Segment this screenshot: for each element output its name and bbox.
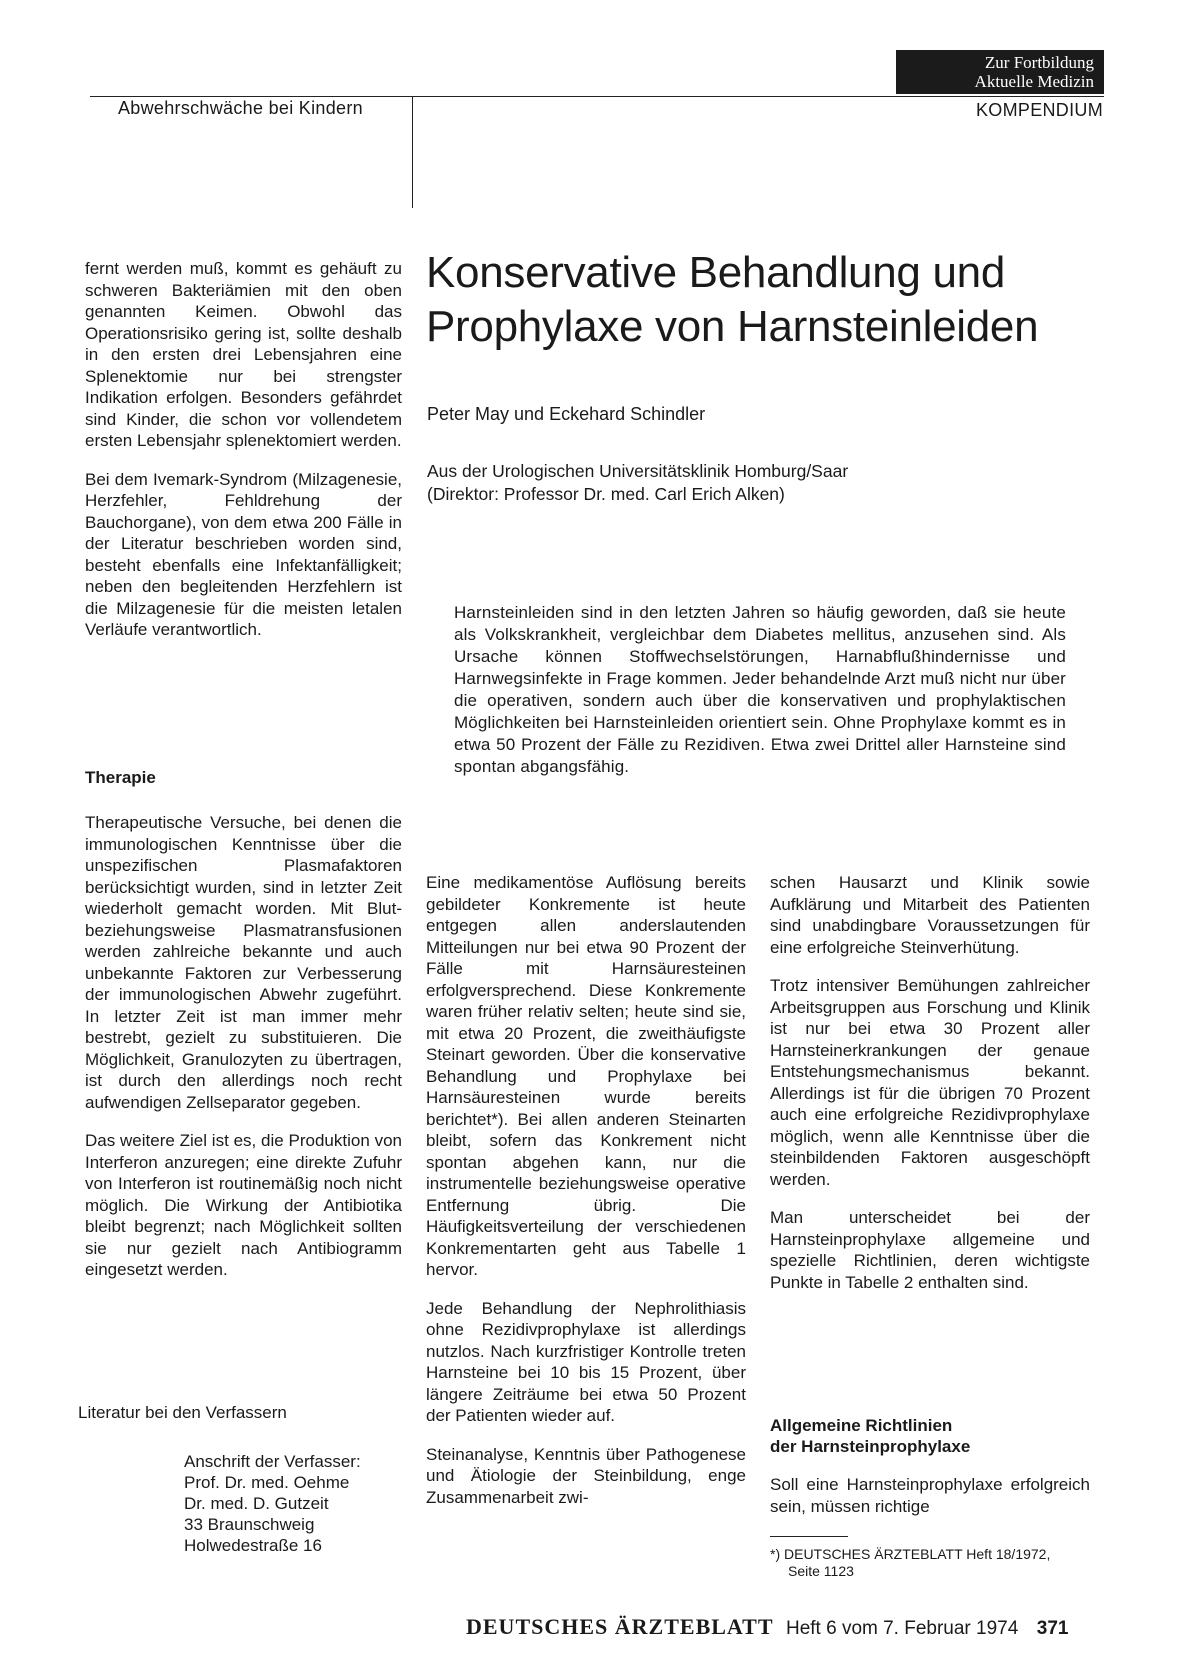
article-authors: Peter May und Eckehard Schindler xyxy=(427,404,706,424)
article-affiliation xyxy=(427,460,848,506)
address-line: Holwedestraße 16 xyxy=(184,1536,322,1555)
address-line: Prof. Dr. med. Oehme xyxy=(184,1473,350,1492)
affiliation-line-2: (Direktor: Professor Dr. med. Carl Erich Alken) xyxy=(427,484,785,504)
page-footer xyxy=(466,1614,1068,1640)
right-paragraph-2: Trotz intensiver Bemühungen zahlreicher Arbeitsgruppen aus Forschung und Klinik ist nur bei etwa 30 Prozent aller Harnsteinerkrankungen der genaue Entstehungsmechanismus bekannt. Allerdings ist für die übrigen 70 Prozent auch eine erfolgreiche Rezidivprophylaxe möglich, wenn alle Kenntnisse über die steinbildenden Faktoren ausgeschöpft werden. xyxy=(770,976,1090,1189)
therapy-heading: Therapie xyxy=(85,768,156,787)
address-line: 33 Braunschweig xyxy=(184,1515,315,1534)
address-line: Dr. med. D. Gutzeit xyxy=(184,1494,329,1513)
middle-paragraph-2: Jede Behandlung der Nephrolithiasis ohne Rezidivprophylaxe ist allerdings nutzlos. Nach kurzfristiger Kontrolle treten Harnsteine bei 10 bis 15 Prozent, über längere Zeiträume bei etwa 50 Prozent der Patienten wieder auf. xyxy=(426,1298,746,1425)
left-paragraph-1: fernt werden muß, kommt es gehäuft zu schweren Bakteriämien mit den oben genannten Keimen. Obwohl das Operationsrisiko gering ist, sollte deshalb in den ersten drei Lebensjahren eine Splenektomie nur bei strengster Indikation erfolgen. Besonders gefährdet sind Kinder, die schon vor vollendetem ersten Lebensjahr splenektomiert werden. xyxy=(85,259,402,450)
author-address xyxy=(184,1451,361,1556)
affiliation-line-1: Aus der Urologischen Universitätsklinik Homburg/Saar xyxy=(427,461,849,481)
right-paragraph-4: Soll eine Harnsteinprophylaxe erfolgreich sein, müssen richtige xyxy=(770,1475,1090,1516)
title-line-1: Konservative Behandlung und xyxy=(426,248,1006,297)
literature-note: Literatur bei den Verfassern xyxy=(78,1403,287,1422)
footnote-line-1: *) DEUTSCHES ÄRZTEBLATT Heft 18/1972, xyxy=(770,1546,1051,1562)
page-number: 371 xyxy=(1036,1618,1069,1639)
badge-line-1: Zur Fortbildung xyxy=(984,53,1094,72)
address-line: Anschrift der Verfasser: xyxy=(184,1452,361,1471)
left-column xyxy=(85,258,402,658)
footnote xyxy=(770,1546,1050,1580)
section-label: KOMPENDIUM xyxy=(975,100,1103,120)
heading-line-1: Allgemeine Richtlinien xyxy=(770,1416,953,1435)
prophylaxis-heading xyxy=(770,1415,970,1457)
middle-paragraph-3: Steinanalyse, Kenntnis über Pathogenese und Ätiologie der Steinbildung, enge Zusammenarbeit zwi- xyxy=(426,1444,746,1507)
journal-name: DEUTSCHES ÄRZTEBLATT xyxy=(466,1614,774,1639)
header-divider xyxy=(412,96,413,208)
article-abstract: Harnsteinleiden sind in den letzten Jahren so häufig geworden, daß sie heute als Volkskrankheit, vergleichbar dem Diabetes mellitus, anzusehen sind. Als Ursache können Stoffwechselstörungen, Harnabflußhindernisse und Harnwegsinfekte in Frage kommen. Jeder behandelnde Arzt muß nicht nur über die operativen, sondern auch über die konservativen und prophylaktischen Möglichkeiten bei Harnsteinleiden orientiert sein. Ohne Prophylaxe kommt es in etwa 50 Prozent der Fälle zu Rezidiven. Etwa zwei Drittel aller Harnsteine sind spontan abgangsfähig. xyxy=(454,603,1066,776)
article-title xyxy=(426,246,1106,354)
left-running-title: Abwehrschwäche bei Kindern xyxy=(118,98,363,118)
issue-info: Heft 6 vom 7. Februar 1974 xyxy=(785,1618,1019,1639)
badge-line-2: Aktuelle Medizin xyxy=(974,72,1094,91)
middle-paragraph-1: Eine medikamentöse Auflösung bereits gebildeter Konkremente ist heute entgegen allen anderslautenden Mitteilungen nur bei etwa 90 Prozent der Fälle mit Harnsäuresteinen erfolgversprechend. Diese Konkremente waren früher relativ selten; heute sind sie, mit etwa 20 Prozent, die zweithäufigste Steinart geworden. Über die konservative Behandlung und Prophylaxe bei Harnsäuresteinen wurde bereits berichtet*). Bei allen anderen Steinarten bleibt, sofern das Konkrement nicht spontan abgehen kann, nur die instrumentelle beziehungsweise operative Entfernung übrig. Die Häufigkeitsverteilung der verschiedenen Konkrementarten geht aus Tabelle 1 hervor. xyxy=(426,873,746,1279)
right-paragraph-3: Man unterscheidet bei der Harnsteinprophylaxe allgemeine und spezielle Richtlinien, deren wichtigste Punkte in Tabelle 2 enthalten sind. xyxy=(770,1208,1090,1292)
right-paragraph-1: schen Hausarzt und Klinik sowie Aufklärung und Mitarbeit des Patienten sind unabdingbare Voraussetzungen für eine erfolgreiche Steinverhütung. xyxy=(770,873,1090,957)
footnote-line-2: Seite 1123 xyxy=(788,1563,854,1579)
heading-line-2: der Harnsteinprophylaxe xyxy=(770,1437,971,1456)
middle-column xyxy=(426,872,746,1525)
section-badge xyxy=(896,50,1104,94)
title-line-2: Prophylaxe von Harnsteinleiden xyxy=(426,302,1039,351)
left-paragraph-3: Therapeutische Versuche, bei denen die immunologischen Kenntnisse über die unspezifischen Plasmafaktoren berücksichtigt wurden, sind in letzter Zeit wiederholt gemacht worden. Mit Blut- beziehungsweise Plasmatransfusionen werden zahlreiche bekannte und auch unbekannte Faktoren zur Verbesserung der immunologischen Abwehr zugeführt. In letzter Zeit ist man immer mehr bestrebt, gezielt zu substituieren. Die Möglichkeit, Granulozyten zu übertragen, ist durch den allerdings noch recht aufwendigen Zellseparator gegeben. xyxy=(85,813,402,1112)
left-paragraph-4: Das weitere Ziel ist es, die Produktion von Interferon anzuregen; eine direkte Zufuhr von Interferon ist routinemäßig noch nicht möglich. Die Wirkung der Antibiotika bleibt begrenzt; nach Möglichkeit sollten sie nur gezielt nach Antibiogramm eingesetzt werden. xyxy=(85,1131,402,1279)
left-paragraph-2: Bei dem Ivemark-Syndrom (Milzagenesie, Herzfehler, Fehldrehung der Bauchorgane), von dem etwa 200 Fälle in der Literatur beschrieben worden sind, besteht ebenfalls eine Infektanfälligkeit; neben den begleitenden Herzfehlern ist die Milzagenesie für die meisten letalen Verläufe verantwortlich. xyxy=(85,469,402,639)
left-column-therapy xyxy=(85,812,402,1298)
header-rule xyxy=(90,96,1104,97)
footnote-rule xyxy=(770,1536,848,1537)
right-column xyxy=(770,872,1090,1310)
